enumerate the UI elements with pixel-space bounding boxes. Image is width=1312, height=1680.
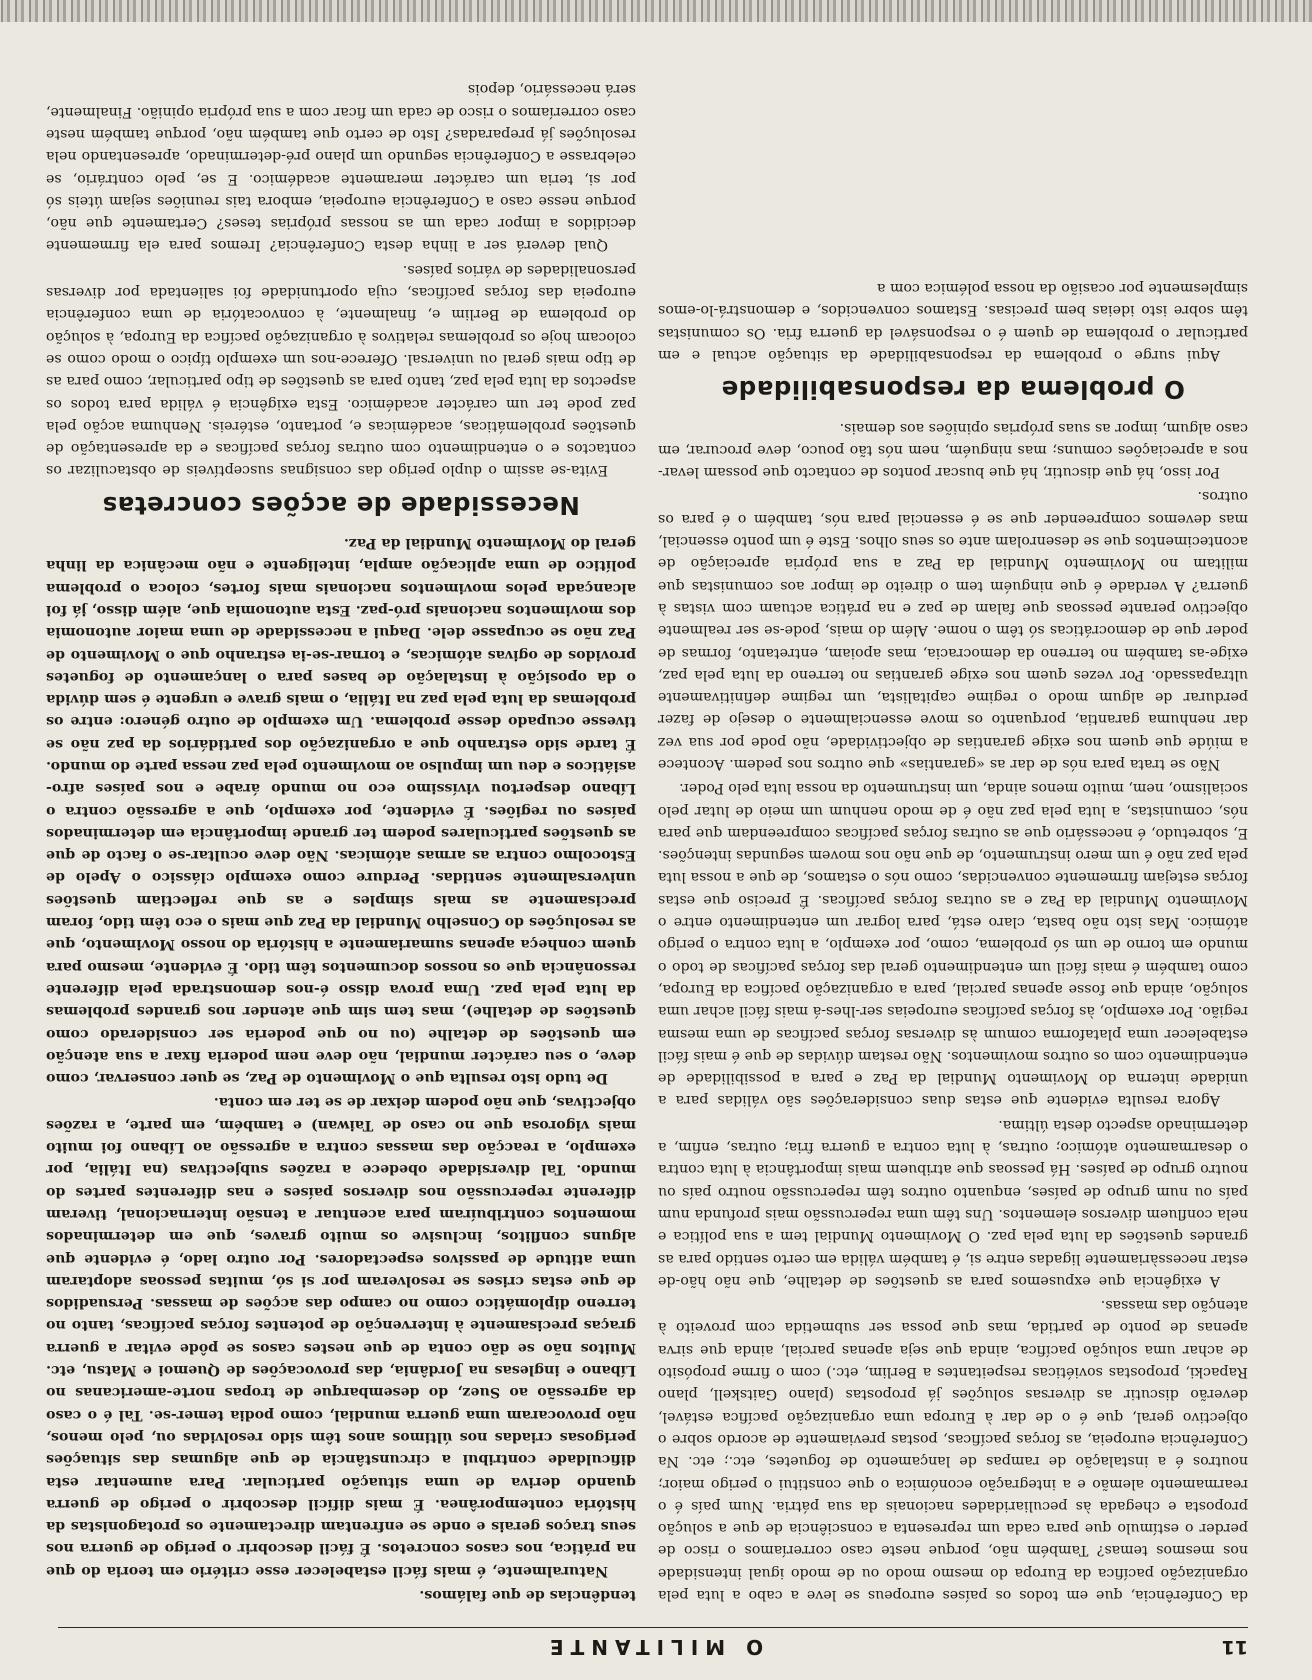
paragraph: Agora resulta evidente que estas duas considerações são válidas para a unidade interna do Movimento Mundial da Paz e para a possibilidade de entendimento com os outros movimentos. Não restam dúvidas de que é mais fácil estabelecer uma plataforma comum às diversas forças pacíficas de uma mesma região. Por exemplo, às forças pacíficas europeias ser-lhes-á mais fácil achar uma solução, ainda que fosse apenas parcial, para a organização pacífica da Europa, como também é mais fácil um entendimento geral das forças pacíficas de todo o mundo em torno de um só problema, como, por exemplo, a luta contra o perigo atómico. Mas isto não basta, claro está, para lograr um entendimento entre o Movimento Mundial da Paz e as outras forças pacíficas. É preciso que estas forças estejam firmemente convencidas, como nós o estamos, de que a nossa luta pela paz não é um mero instrumento, de que não nos movem segundas intenções. E, sobretudo, é necessário que as outras forças pacíficas compreendam que para nós, comunistas, a luta pela paz não é de modo nenhum um meio de lutar pelo socialismo, nem, muito menos ainda, um instrumento da nossa luta pelo Poder. bbox=[658, 780, 1248, 1109]
masthead-title: O MILITANTE bbox=[542, 1635, 764, 1659]
paragraph: da Conferência, que em todos os países europeus se leve a cabo a luta pela organização pacífica da Europa do mesmo modo ou de modo igual intensidade nos mesmos temas? Também não, porque neste caso correríamos o risco de perder o estímulo que para cada um representa a consciência de que a solução proposta e chegada às peculiaridades nacionais da sua pátria. Num país é o rearmamento alemão e a integração económica o que constitui o perigo maior; noutros é a instalação de rampas de lançamento de foguetes, etc.; etc. Na Conferência europeia, as forças pacíficas, postas previamente de acordo sobre o objectivo geral, que é o de dar à Europa uma organização pacífica estável, deverão discutir as diversas soluções já propostas (plano Gaitskell, plano Rapacki, propostas soviéticas respeitantes a Berlim, etc.) com o firme propósito de achar uma solução pacífica, ainda que seja apenas parcial, ainda que sirva apenas de ponto de partida, mas que possa ser submetida com proveito à atenção das massas. bbox=[658, 1297, 1248, 1603]
right-column bbox=[46, 76, 636, 1606]
paragraph: Não se trata para nós de dar as «garantias» que outros nos pedem. Acontece a miúde que quem nos exige garantias de objectividade, não pode por sua vez dar nenhuma garantia, porquanto os move essencialmente o desejo de fazer perdurar de algum modo o regime capitalista, um regime definitivamente ultrapassado. Por vezes quem nos exige garantias no terreno da luta pela paz, exige-as também no terreno da democracia, mas apoiam, entretanto, formas de poder que de democráticas só têm o nome. Além do mais, pode-se ser realmente objectivo perante pessoas que falam de paz e na prática actuam com vistas à guerra? A verdade é que ninguém tem o direito de impor aos comunistas que militam no Movimento Mundial da Paz a sua própria apreciação de acontecimentos que se desenrolam ante os seus olhos. Este é um ponto essencial, mas devemos compreender que se é essencial para nós, também o é para os outros. bbox=[657, 488, 1248, 773]
paragraph: tendências de que falámos. bbox=[419, 1587, 636, 1603]
page-number: 11 bbox=[1221, 1636, 1248, 1658]
paragraph: A exigência que expusemos para as questões de detalhe, que não hão-de estar necessàriamente ligadas entre si, é também válida em certo sentido para as grandes questões da luta pela paz. O Movimento Mundial tem a sua política e nela confluem diversos elementos. Uns têm uma repercussão mais profunda num país ou num grupo de países, enquanto outros têm repercussão noutro país ou noutro grupo de países. Há pessoas que atribuem mais importância à luta contra o desarmamento atómico; outras, à luta contra a guerra fria; outras, enfim, a determinado aspecto desta última. bbox=[658, 1116, 1248, 1289]
paragraph: Naturalmente, é mais fácil estabelecer esse critério em teoria do que na prática, nos casos concretos. É fácil descobrir o perigo de guerra nos seus traços gerais e onde se enfrentam directamente os protagonistas da história contemporânea. É mais difícil descobrir o perigo de guerra quando deriva de uma situação particular. Para aumentar esta dificuldade contribui a circunstância de que algumas das situações perigosas criadas nos últimos anos têm sido resolvidas ou, pelo menos, não provocaram uma guerra mundial, como podia temer-se. Tal é o caso da agressão ao Suez, do desembarque de tropas norte-americanas no Líbano e inglesas na Jordânia, das provocações de Quemoi e Matsu, etc. Muitos não se dão conta de que nestes casos se pôde evitar a guerra graças precisamente à intervenção de potentes forças pacíficas, tanto no terreno diplomático como no campo das acções de massas. Persuadidos de que estas crises se resolveram por si só, muitas pessoas adoptaram uma atitude de passivos espectadores. Por outro lado, é evidente que alguns conflitos, inclusive os muito graves, que em determinados momentos contribuíram para acentuar a tensão internacional, tiveram diferente repercussão nos diversos países e nas diferentes partes do mundo. Tal diversidade obedece a razões subjectivas (na Itália, por exemplo, a reacção das massas contra a agressão ao Líbano foi muito mais vigorosa que no caso de Taiwan) e também, em parte, a razões objectivas, que não podem deixar de se ter em conta. bbox=[46, 1094, 636, 1579]
running-head bbox=[58, 1627, 1248, 1662]
left-column bbox=[658, 275, 1248, 1606]
section-heading: Necessidade de acções concretas bbox=[102, 490, 580, 520]
paragraph: Qual deverá ser a linha desta Conferência? Iremos para ela firmemente decididos a impor cada um as nossas próprias teses? Certamente que não, porque nesse caso a Conferência europeia, embora tais reuniões sejam úteis só por si, teria um carácter meramente académico. E se, pelo contrário, se celebrasse a Conferência segundo um plano pré-determinado, apresentando nela resoluções já preparadas? Isto de certo que também não, porque também neste caso correríamos o risco de cada um ficar com a sua própria opinião. Finalmente, será necessário, depois bbox=[46, 81, 636, 254]
paragraph: Evita-se assim o duplo perigo das consignas susceptíveis de obstaculizar os contactos e o entendimento com outras forças pacíficas e da apresentação de questões problemáticas, académicas e, portanto, estéreis. Nenhuma acção pela paz pode ter um carácter académico. Esta exigência é válida para todos os aspectos da luta pela paz, tanto para as questões de tipo particular, como para as de tipo mais geral ou universal. Oferece-nos um exemplo típico o modo como se colocam hoje os problemas relativos à organização pacífica da Europa, à solução do problema de Berlim e, finalmente, à convocatória de uma conferência europeia das forças pacíficas, cuja oportunidade foi salientada por diversas personalidades de vários países. bbox=[46, 261, 636, 479]
paragraph: Por isso, há que discutir, há que buscar pontos de contacto que possam levar-nos a apreciações comuns; mas ninguém, nem nós tão pouco, deve procurar, em caso algum, impor as suas próprias opiniões aos demais. bbox=[658, 419, 1248, 481]
section-heading: O problema da responsabilidade bbox=[721, 375, 1185, 405]
paragraph: De tudo isto resulta que o Movimento de Paz, se quer conservar, como deve, o seu carácter mundial, não deve nem poderia fixar a sua atenção em questões de detalhe (ou no que poderia ser considerado como questões de detalhe), mas tem sim que atender nos grandes problemas da luta pela paz. Uma prova disso é-nos demonstrada pela diferente ressonância que os nossos documentos têm tido. É evidente, mesmo para quem conheça apenas sumariamente a história do nosso Movimento, que as resoluções do Conselho Mundial da Paz que mais o eco têm tido, foram precisamente as mais simples e as que reflectiam questões universalmente sentidas. Perdure como exemplo clássico o Apelo de Estocolmo contra as armas atómicas. Não deve ocultar-se o facto de que as questões particulares podem ter grande importância em determinados países ou regiões. É evidente, por exemplo, que a agressão contra o Líbano despertou vivíssimo eco no mundo árabe e nos países afro-asiáticos e deu um impulso ao movimento pela paz nessa parte do mundo. É tarde sido estranho que a organização dos partidários da paz não se tivesse ocupado desse problema. Um exemplo de outro género: entre os problemas da luta pela paz na Itália, o mais grave e urgente é sem dúvida o da oposição à instalação de bases para o lançamento de foguetes providos de ogivas atómicas, e tornar-se-ia estranho que o Movimento de Paz não se ocupasse dele. Daqui a necessidade de uma maior autonomia dos movimentos nacionais pró-paz. Esta autonomia que, além disso, já foi alcançada pelos movimentos nacionais mais fortes, coloca o problema político de uma aplicação ampla, inteligente e não mecânica da linha geral do Movimento Mundial da Paz. bbox=[46, 535, 636, 1087]
paragraph: Aqui surge o problema da responsabilidade da situação actual e em particular o problema de quem é o responsável da guerra fria. Os comunistas têm sobre isto ideias bem precisas. Estamos convencidos, e demonstrá-lo-emos simplesmente por ocasião da nossa polémica com a bbox=[658, 280, 1248, 363]
scan-edge-noise bbox=[0, 0, 1312, 22]
